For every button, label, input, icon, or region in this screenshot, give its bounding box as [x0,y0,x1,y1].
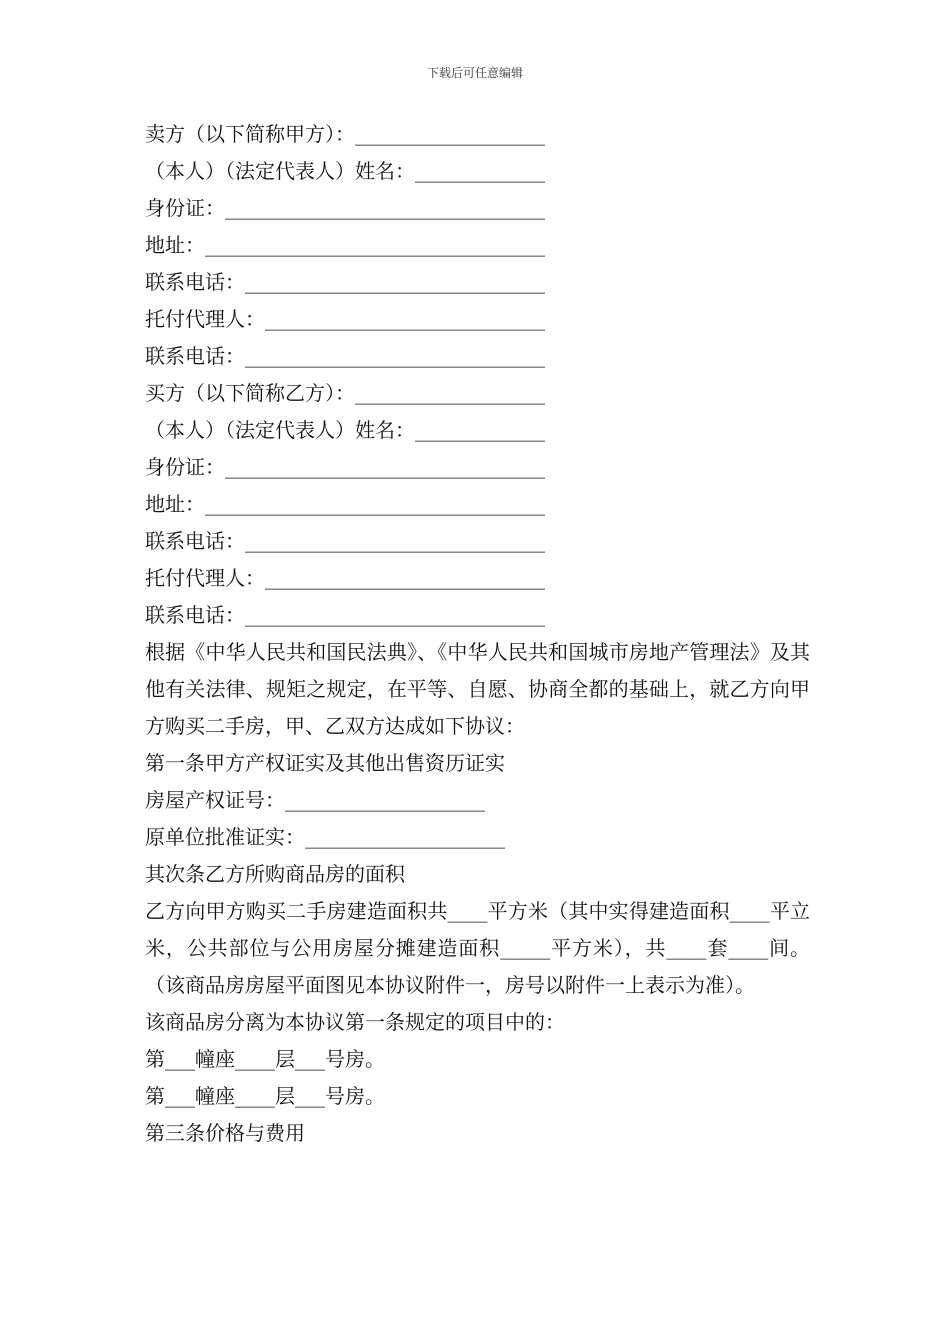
area-paragraph: 乙方向甲方购买二手房建造面积共____平方米（其中实得建造面积____平立米，公共部位与公用房屋分摊建造面积_____平方米），共____套____间。（该商品房房屋平面图见本协议附件一，房号以附件一上表示为准）。 [145,899,810,997]
unit-line-2: 第___幢座____层___号房。 [145,1084,385,1108]
unit-line-1: 第___幢座____层___号房。 [145,1047,385,1071]
seller-agent-line: 托付代理人：____________________________ [145,307,545,331]
seller-name-line: （本人）（法定代表人）姓名：_____________ [145,159,545,183]
approval-line: 原单位批准证实：____________________ [145,825,505,849]
seller-id-line: 身份证：________________________________ [145,196,545,220]
buyer-agent-phone-line: 联系电话：______________________________ [145,603,545,627]
intro-paragraph: 根据《中华人民共和国民法典》、《中华人民共和国城市房地产管理法》及其他有关法律、规矩之规定，在平等、自愿、协商全都的基础上，就乙方向甲方购买二手房，甲、乙双方达成如下协议： [145,640,810,738]
buyer-line: 买方（以下简称乙方）：___________________ [145,381,545,405]
cert-number-line: 房屋产权证号：____________________ [145,788,485,812]
article-2-title: 其次条乙方所购商品房的面积 [145,862,405,886]
buyer-agent-line: 托付代理人：____________________________ [145,566,545,590]
buyer-id-line: 身份证：________________________________ [145,455,545,479]
seller-phone-line: 联系电话：______________________________ [145,270,545,294]
seller-line: 卖方（以下简称甲方）：___________________ [145,122,545,146]
seller-address-line: 地址：__________________________________ [145,233,545,257]
buyer-address-line: 地址：__________________________________ [145,492,545,516]
location-intro: 该商品房分离为本协议第一条规定的项目中的： [145,1010,565,1034]
buyer-name-line: （本人）（法定代表人）姓名：_____________ [145,418,545,442]
seller-agent-phone-line: 联系电话：______________________________ [145,344,545,368]
article-1-title: 第一条甲方产权证实及其他出售资历证实 [145,751,505,775]
article-3-title: 第三条价格与费用 [145,1121,305,1145]
page-header: 下载后可任意编辑 [426,66,523,80]
buyer-phone-line: 联系电话：______________________________ [145,529,545,553]
contract-body [145,116,810,1152]
